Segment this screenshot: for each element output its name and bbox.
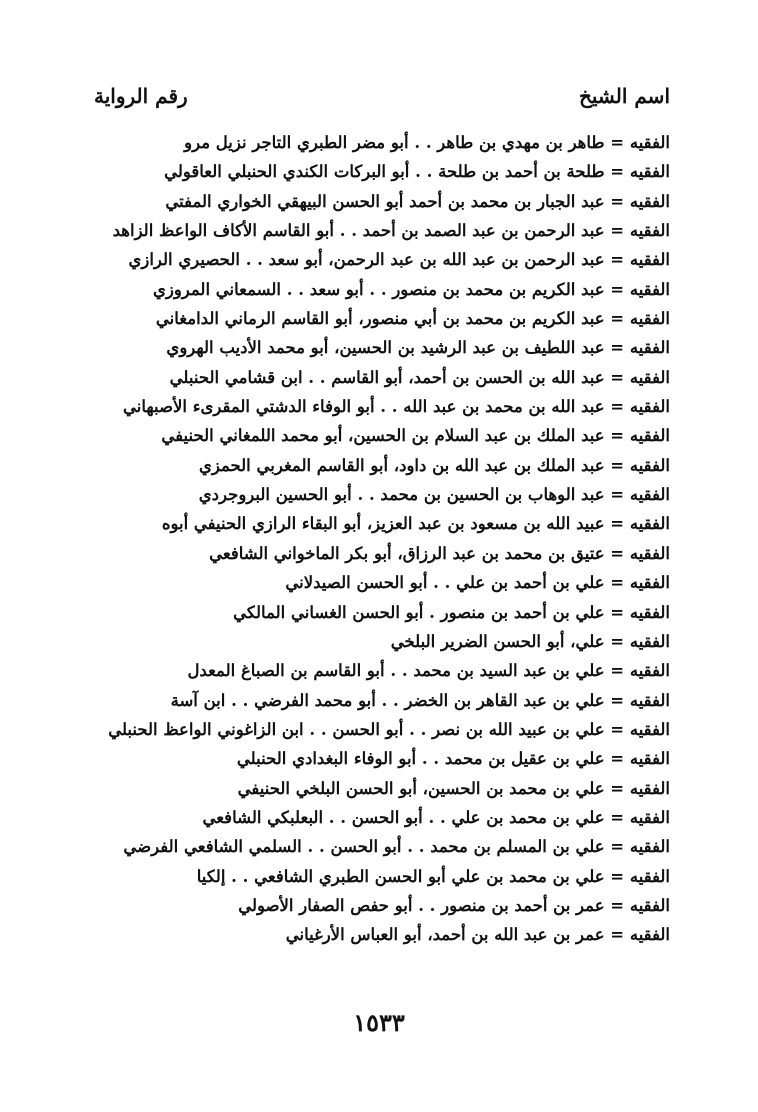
entry-line: الفقيه = عبد الوهاب بن الحسين بن محمد . . أبو الحسين البروجردي (198, 485, 670, 505)
entry-line: الفقيه = عبد الرحمن بن عبد الله بن عبد الرحمن، أبو سعد . . الحصيري الرازي (128, 250, 670, 270)
sheikh-entries-list (90, 128, 670, 950)
entry-line: الفقيه = عمر بن عبد الله بن أحمد، أبو العباس الأرغياني (285, 925, 670, 945)
entry-line: الفقيه = علي بن عبد السيد بن محمد . . أبو القاسم بن الصباغ المعدل (187, 661, 670, 681)
entry-line: الفقيه = علي بن عبد القاهر بن الخضر . . أبو محمد الفرضي . . ابن آسة (170, 690, 670, 710)
entry-line: الفقيه = عبد الكريم بن محمد بن أبي منصور، أبو القاسم الرماني الدامغاني (155, 309, 670, 329)
entry-line: الفقيه = علي بن عقيل بن محمد . . أبو الوفاء البغدادي الحنبلي (236, 749, 670, 769)
entry-line: الفقيه = علي بن محمد بن علي . . أبو الحسن . . البعلبكي الشافعي (202, 807, 670, 827)
entry-line: الفقيه = عبيد الله بن مسعود بن عبد العزيز، أبو البقاء الرازي الحنيفي أبوه (161, 514, 670, 534)
entry-line: الفقيه = عتيق بن محمد بن عبد الرزاق، أبو بكر الماخواني الشافعي (209, 543, 670, 563)
entry-line: الفقيه = عبد الجبار بن محمد بن أحمد أبو الحسن البيهقي الخواري المفتي (165, 191, 670, 211)
entry-line: الفقيه = علي بن محمد بن الحسين، أبو الحسن البلخي الحنيفي (237, 778, 670, 798)
entry-line: الفقيه = علي بن محمد بن علي أبو الحسن الطبري الشافعي . . إلكيا (196, 866, 670, 886)
entry-line: الفقيه = عبد الله بن الحسن بن أحمد، أبو القاسم . . ابن قشامي الحنبلي (169, 367, 670, 387)
entry-line: الفقيه = عبد الملك بن عبد السلام بن الحسين، أبو محمد اللمغاني الحنيفي (161, 426, 670, 446)
entry-line: الفقيه = علي بن أحمد بن علي . . أبو الحسن الصيدلاني (285, 573, 670, 593)
entry-line: الفقيه = طاهر بن مهدي بن طاهر . . أبو مضر الطبري التاجر نزيل مرو (184, 133, 670, 152)
page-number: ١٥٣٣ (353, 1008, 405, 1037)
entry-line: الفقيه = عمر بن أحمد بن منصور . . أبو حفص الصفار الأصولي (238, 895, 670, 915)
column-header-narration-number: رقم الرواية (94, 84, 188, 108)
entry-line: الفقيه = عبد الملك بن عبد الله بن داود، أبو القاسم المغربي الحمزي (198, 455, 670, 475)
column-header-sheikh-name: اسم الشيخ (578, 84, 670, 108)
entry-line: الفقيه = عبد الرحمن بن عبد الصمد بن أحمد . . أبو القاسم الأكاف الواعظ الزاهد (112, 221, 670, 241)
entry-line: الفقيه = طلحة بن أحمد بن طلحة . . أبو البركات الكندي الحنبلي العاقولي (164, 162, 670, 182)
entry-line: الفقيه = علي بن المسلم بن محمد . . أبو الحسن . . السلمي الشافعي الفرضي (123, 837, 670, 857)
entry-line: الفقيه = عبد الكريم بن محمد بن منصور . . أبو سعد . . السمعاني المروزي (152, 279, 670, 299)
entry-line: الفقيه = عبد الله بن محمد بن عبد الله . . أبو الوفاء الدشتي المقرىء الأصبهاني (123, 397, 670, 417)
entry-line: الفقيه = علي، أبو الحسن الضرير البلخي (390, 631, 670, 651)
entry-line: الفقيه = علي بن أحمد بن منصور . أبو الحسن الغساني المالكي (233, 602, 670, 622)
entry-line: الفقيه = علي بن عبيد الله بن نصر . . أبو الحسن . . ابن الزاغوني الواعظ الحنبلي (108, 719, 670, 739)
entry-line: الفقيه = عبد اللطيف بن عبد الرشيد بن الحسين، أبو محمد الأديب الهروي (166, 338, 670, 358)
